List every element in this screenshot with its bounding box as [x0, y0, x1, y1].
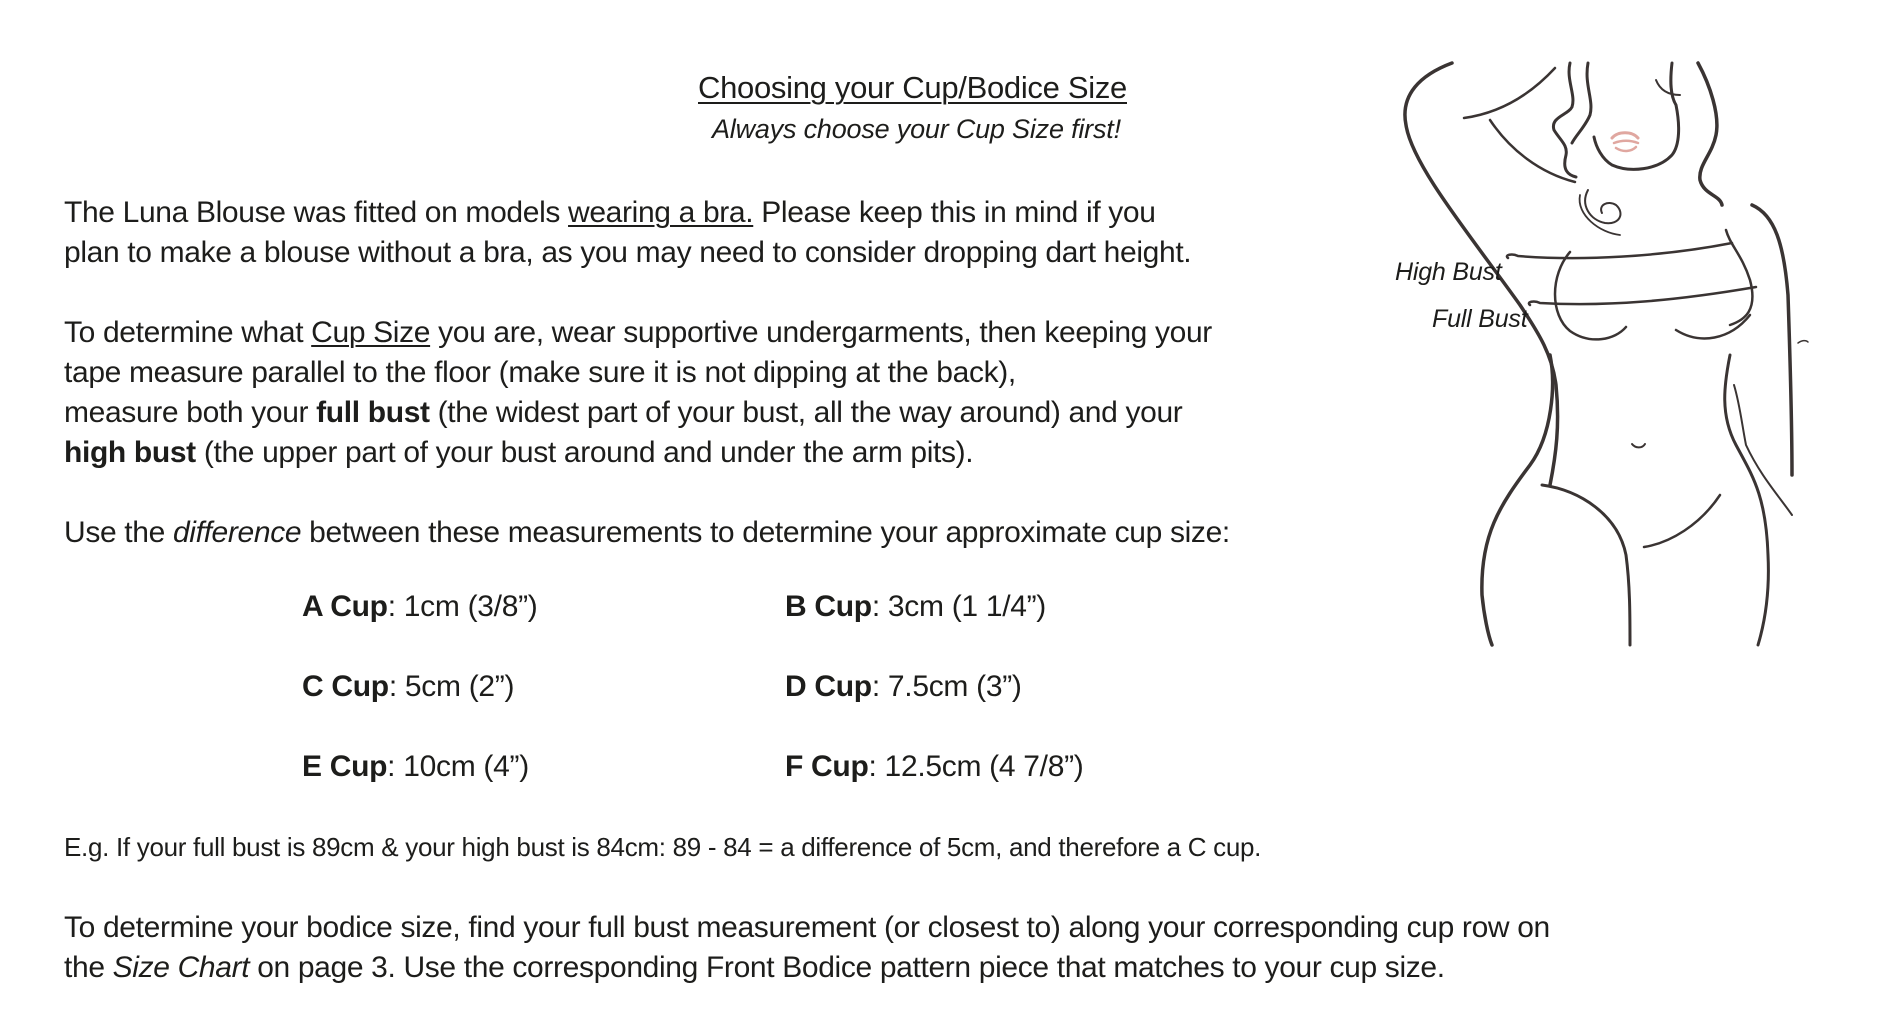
measure-line-4: high bust (the upper part of your bust around and under the arm pits).: [64, 436, 974, 469]
full-bust-term: full bust: [316, 396, 430, 429]
page-title: Choosing your Cup/Bodice Size: [698, 70, 1127, 105]
measure-line-3: measure both your full bust (the widest part of your bust, all the way around) and your: [64, 396, 1183, 429]
bodice-line-2: the Size Chart on page 3. Use the corresponding Front Bodice pattern piece that matches to your cup size.: [64, 951, 1445, 984]
high-bust-term: high bust: [64, 436, 196, 469]
cup-size-d: D Cup: 7.5cm (3”): [785, 670, 1022, 703]
high-bust-label: High Bust: [1395, 258, 1502, 286]
wearing-a-bra-emphasis: wearing a bra.: [568, 196, 754, 229]
bodice-size-paragraph: [64, 908, 1550, 988]
difference-paragraph: Use the difference between these measurements to determine your approximate cup size:: [64, 516, 1230, 549]
figure-line-drawing-icon: [1380, 55, 1840, 655]
cup-size-emphasis: Cup Size: [311, 316, 431, 349]
full-bust-label: Full Bust: [1432, 305, 1528, 333]
cup-size-e: E Cup: 10cm (4”): [302, 750, 529, 783]
cup-size-b: B Cup: 3cm (1 1/4”): [785, 590, 1047, 623]
difference-emphasis: difference: [172, 516, 302, 549]
measure-line-2: tape measure parallel to the floor (make sure it is not dipping at the back),: [64, 356, 1016, 389]
cup-size-a: A Cup: 1cm (3/8”): [302, 590, 538, 623]
example-calculation: E.g. If your full bust is 89cm & your high bust is 84cm: 89 - 84 = a difference of 5cm, and therefore a C cup.: [64, 832, 1262, 862]
bust-measurement-illustration: [1380, 55, 1840, 655]
measure-instructions-paragraph: [64, 313, 1212, 473]
bra-note-line-1: The Luna Blouse was fitted on models wearing a bra. Please keep this in mind if you: [64, 196, 1156, 229]
bra-note-line-2: plan to make a blouse without a bra, as you may need to consider dropping dart height.: [64, 236, 1192, 269]
cup-size-f: F Cup: 12.5cm (4 7/8”): [785, 750, 1084, 783]
bra-note-paragraph: [64, 193, 1191, 273]
bodice-line-1: To determine your bodice size, find your full bust measurement (or closest to) along your corresponding cup row on: [64, 911, 1550, 944]
page-subtitle: Always choose your Cup Size first!: [712, 114, 1121, 144]
cup-size-c: C Cup: 5cm (2”): [302, 670, 515, 703]
measure-line-1: To determine what Cup Size you are, wear supportive undergarments, then keeping your: [64, 316, 1212, 349]
size-chart-reference: Size Chart: [112, 951, 250, 984]
